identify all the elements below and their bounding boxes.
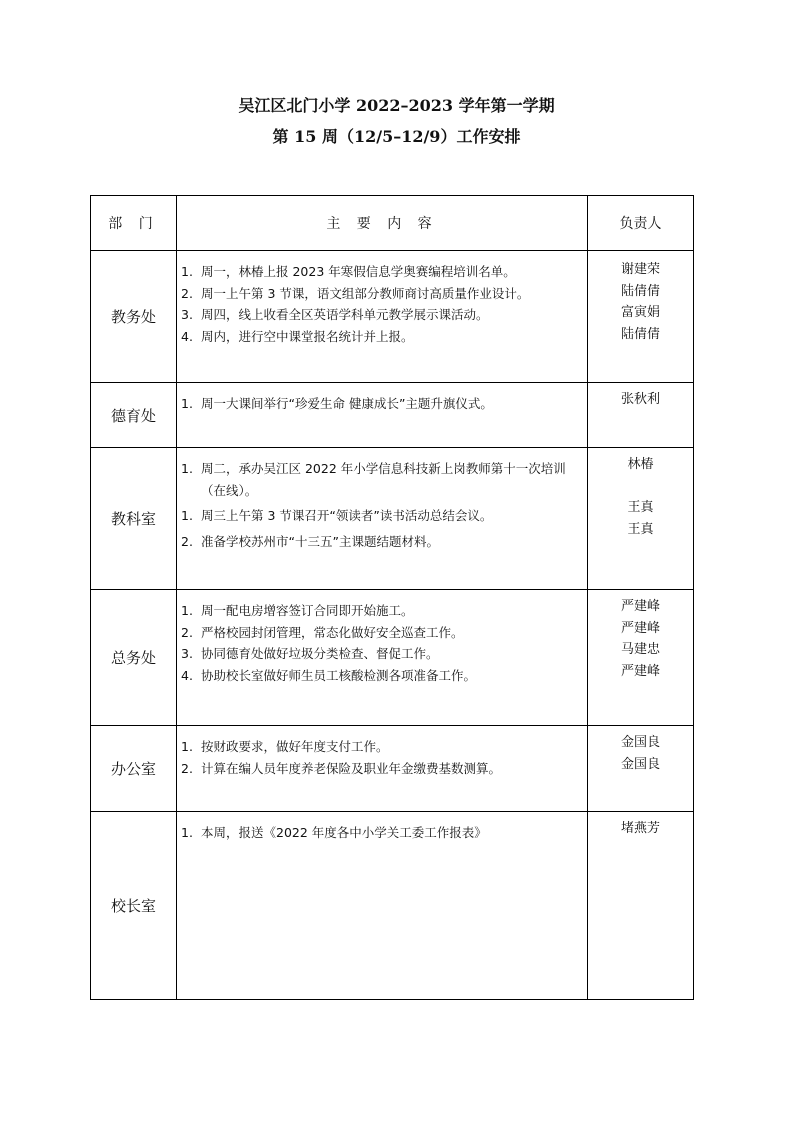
list-item: 2. 周一上午第 3 节课，语文组部分教师商讨高质量作业设计。: [181, 285, 530, 301]
list-item: 2. 准备学校苏州市“十三五”主课题结题材料。: [181, 533, 439, 549]
dept-cell: 校长室: [91, 812, 177, 1000]
list-item: 3. 周四，线上收看全区英语学科单元教学展示课活动。: [181, 307, 489, 322]
list-item: 1. 周一配电房增容签订合同即开始施工。: [181, 603, 414, 618]
header-dept: 部 门: [91, 196, 177, 251]
owner-cell: 严建峰 严建峰 马建忠 严建峰: [588, 590, 694, 726]
schedule-table: [90, 195, 694, 1000]
table-row: [91, 812, 694, 1000]
owner-cell: 堵燕芳: [588, 812, 694, 1000]
list-item: 1. 周一大课间举行“珍爱生命 健康成长”主题升旗仪式。: [181, 396, 493, 411]
header-row: [91, 196, 694, 251]
header-content: 主 要 内 容: [177, 196, 588, 251]
list-item: 4. 周内，进行空中课堂报名统计并上报。: [181, 328, 414, 344]
list-item: 3. 协同德育处做好垃圾分类检查、督促工作。: [181, 646, 439, 661]
list-item: 1. 周二，承办吴江区 2022 年小学信息科技新上岗教师第十一次培训（在线）。: [181, 461, 566, 498]
dept-cell: 教务处: [91, 251, 177, 383]
header-owner: 负责人: [588, 196, 694, 251]
content-cell: [177, 812, 588, 1000]
table-row: [91, 251, 694, 383]
list-item: 4. 协助校长室做好师生员工核酸检测各项准备工作。: [181, 667, 477, 683]
list-item: 1. 周一，林椿上报 2023 年寒假信息学奥赛编程培训名单。: [181, 264, 516, 279]
page-title: 吴江区北门小学 2022–2023 学年第一学期: [238, 96, 555, 115]
owner-cell: 金国良 金国良: [588, 726, 694, 812]
table-row: [91, 726, 694, 812]
list-item: 1. 周三上午第 3 节课召开“领读者”读书活动总结会议。: [181, 508, 493, 523]
content-cell: [177, 383, 588, 448]
list-item: 1. 本周，报送《2022 年度各中小学关工委工作报表》: [181, 825, 487, 840]
table-row: [91, 383, 694, 448]
dept-cell: 办公室: [91, 726, 177, 812]
dept-cell: 总务处: [91, 590, 177, 726]
list-item: 2. 严格校园封闭管理，常态化做好安全巡查工作。: [181, 624, 464, 640]
content-cell: [177, 726, 588, 812]
content-cell: [177, 448, 588, 590]
content-cell: [177, 590, 588, 726]
table-row: [91, 590, 694, 726]
table-row: [91, 448, 694, 590]
content-cell: [177, 251, 588, 383]
dept-cell: 教科室: [91, 448, 177, 590]
dept-cell: 德育处: [91, 383, 177, 448]
list-item: 2. 计算在编人员年度养老保险及职业年金缴费基数测算。: [181, 760, 502, 776]
list-item: 1. 按财政要求，做好年度支付工作。: [181, 739, 389, 754]
owner-cell: 林椿 王真 王真: [588, 448, 694, 590]
page-subtitle: 第 15 周（12/5–12/9）工作安排: [272, 127, 521, 146]
owner-cell: 谢建荣 陆倩倩 富寅娟 陆倩倩: [588, 251, 694, 383]
owner-cell: 张秋利: [588, 383, 694, 448]
